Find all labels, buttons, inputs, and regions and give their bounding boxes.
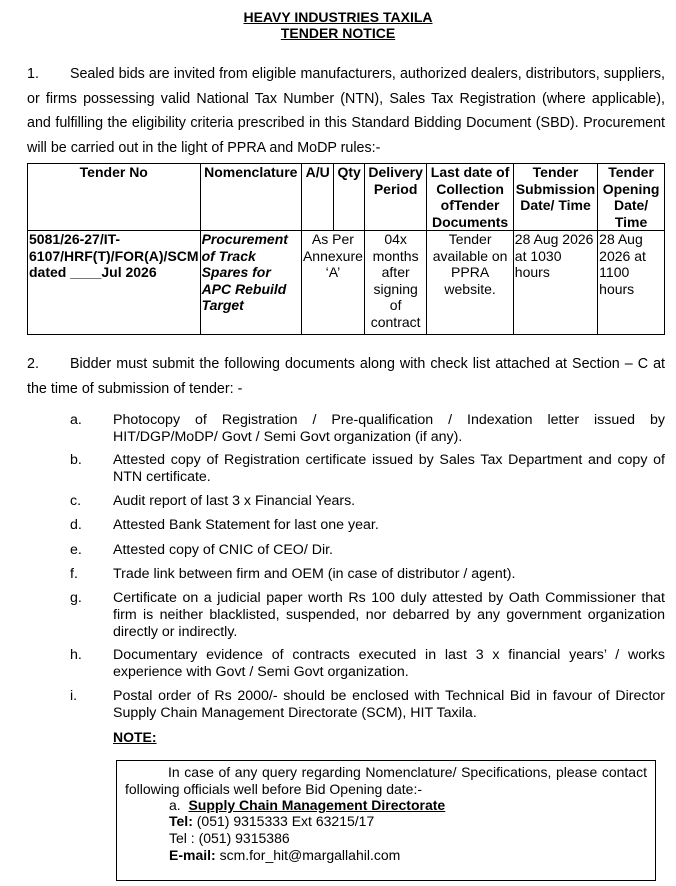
contact-email-row [169, 847, 400, 864]
header-delivery: Delivery Period [364, 164, 427, 231]
header-qty: Qty [334, 164, 364, 231]
paragraph-1 [27, 62, 665, 160]
paragraph-2-text: Bidder must submit the following documents along with check list attached at Section – C at the time of submission of tender: - [27, 356, 665, 397]
contact-name: Supply Chain Management Directorate [188, 797, 446, 813]
email-label: E-mail: [169, 847, 216, 863]
tel1-label: Tel: [169, 813, 193, 829]
email-link[interactable]: scm.for_hit@margallahil.com [219, 847, 401, 863]
tender-table [27, 163, 665, 335]
table-header-row [28, 164, 665, 231]
list-item: i. Postal order of Rs 2000/- should be enclosed with Technical Bid in favour of Director Supply Chain Management Directorate (SCM), HIT Taxila. [70, 688, 665, 721]
paragraph-1-text: Sealed bids are invited from eligible manufacturers, authorized dealers, distributors, suppliers, or firms possessing valid National Tax Number (NTN), Sales Tax Registration (where applicable), and fulfilling the eligibility criteria prescribed in this Standard Bidding Document (SBD). Procurement will be carried out in the light of PPRA and MoDP rules:- [27, 66, 665, 156]
table-row [28, 231, 665, 335]
cell-collection: Tender available on PPRA website. [427, 231, 513, 335]
cell-opening: 28 Aug 2026 at 1100 hours [598, 231, 665, 335]
header-opening: Tender Opening Date/ Time [598, 164, 665, 231]
header-collection: Last date of Collection ofTender Documents [427, 164, 513, 231]
paragraph-2 [27, 352, 665, 401]
paragraph-2-number: 2. [27, 356, 39, 372]
list-item: a. Photocopy of Registration / Pre-qualification / Indexation letter issued by HIT/DGP/MoDP/ Govt / Semi Govt organization (if any). [70, 412, 665, 445]
contact-letter: a. [169, 797, 181, 813]
cell-delivery: 04x months after signing of contract [364, 231, 427, 335]
list-item: f. Trade link between firm and OEM (in case of distributor / agent). [70, 566, 516, 582]
list-item: d. Attested Bank Statement for last one year. [70, 517, 379, 533]
list-item: h. Documentary evidence of contracts executed in last 3 x financial years’ / works experience with Govt / Semi Govt organization. [70, 647, 665, 680]
contact-heading-row [169, 797, 445, 814]
header-nomenclature: Nomenclature [200, 164, 301, 231]
cell-submission: 28 Aug 2026 at 1030 hours [513, 231, 597, 335]
header-tender-no: Tender No [28, 164, 201, 231]
header-submission: Tender Submission Date/ Time [513, 164, 597, 231]
tel1-value: (051) 9315333 Ext 63215/17 [196, 813, 375, 829]
paragraph-1-number: 1. [27, 66, 39, 82]
contact-box [116, 760, 656, 881]
notice-title: TENDER NOTICE [280, 25, 396, 41]
cell-nomenclature: Procurement of Track Spares for APC Rebuild Target [200, 231, 301, 335]
org-title: HEAVY INDUSTRIES TAXILA [243, 9, 433, 25]
note-intro: In case of any query regarding Nomenclature/ Specifications, please contact following officials well before Bid Opening date:- [125, 764, 647, 797]
tel2-value: Tel : (051) 9315386 [169, 830, 290, 846]
list-item: b. Attested copy of Registration certificate issued by Sales Tax Department and copy of NTN certificate. [70, 452, 665, 485]
contact-tel1-row [169, 813, 374, 830]
cell-au-qty: As Per Annexure ‘A’ [301, 231, 364, 335]
list-item: c. Audit report of last 3 x Financial Years. [70, 493, 356, 509]
header-au: A/U [301, 164, 334, 231]
cell-tender-no: 5081/26-27/IT-6107/HRF(T)/FOR(A)/SCM dated ____Jul 2026 [28, 231, 201, 335]
list-item: e. Attested copy of CNIC of CEO/ Dir. [70, 542, 333, 558]
list-item: g. Certificate on a judicial paper worth Rs 100 duly attested by Oath Commissioner that firm is neither blacklisted, suspended, nor debarred by any government organization directly or indirectly. [70, 590, 665, 640]
note-heading: NOTE: [113, 729, 157, 745]
contact-tel2-row [169, 830, 290, 847]
